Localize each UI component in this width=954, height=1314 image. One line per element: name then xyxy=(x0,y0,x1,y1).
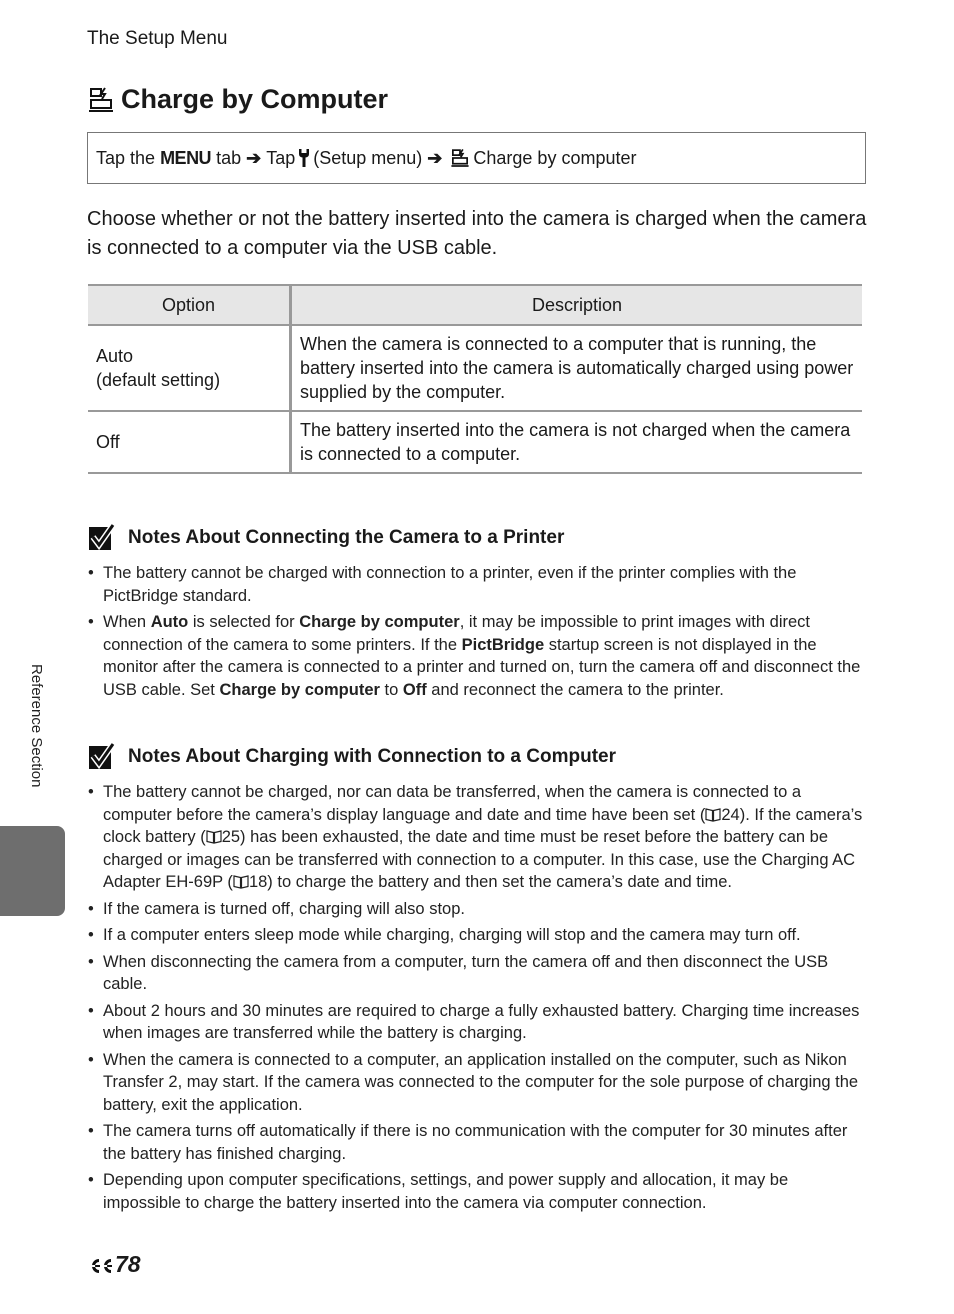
option-name: Auto xyxy=(96,346,134,366)
list-item: • When the camera is connected to a computer, an application installed on the computer, such as Nikon Transfer 2, may start. If the camera was connected to the computer for the sole purpose of charging the battery, exit the application. xyxy=(88,1049,864,1117)
charge-by-computer-term: Charge by computer xyxy=(299,613,460,631)
list-item: • About 2 hours and 30 minutes are required to charge a fully exhausted battery. Charging time increases when images are transferred while the battery is charging. xyxy=(88,1000,864,1045)
options-table xyxy=(88,284,862,474)
notes-computer-list xyxy=(88,781,864,1218)
caution-check-icon xyxy=(88,743,116,771)
menu-button-label: MENU xyxy=(160,147,212,168)
side-section-label: Reference Section xyxy=(28,664,45,788)
description-cell: The battery inserted into the camera is not charged when the camera is connected to a computer. xyxy=(291,411,863,473)
option-cell xyxy=(88,411,291,473)
intro-paragraph: Choose whether or not the battery inserted into the camera is charged when the camera is connected to a computer via the USB cable. xyxy=(87,208,867,259)
arrow-right-icon: ➔ xyxy=(246,147,262,168)
list-item: • If the camera is turned off, charging will also stop. xyxy=(88,898,864,921)
page-reference-icon xyxy=(705,807,721,822)
page-number-text: 78 xyxy=(115,1251,141,1277)
off-term: Off xyxy=(402,680,427,699)
wrench-icon xyxy=(298,148,310,168)
charge-by-computer-icon xyxy=(450,148,470,168)
table-header-row xyxy=(88,285,862,325)
auto-term: Auto xyxy=(150,613,189,631)
list-item: • Depending upon computer specifications, settings, and power supply and allocation, it may be impossible to charge the battery inserted into the camera via computer connection. xyxy=(88,1169,864,1214)
section-tab xyxy=(0,826,65,916)
description-cell: When the camera is connected to a computer that is running, the battery inserted into the camera is automatically charged using power supplied by the computer. xyxy=(291,325,863,411)
table-row xyxy=(88,325,862,411)
option-note: (default setting) xyxy=(96,370,221,390)
charge-by-computer-term: Charge by computer xyxy=(219,680,380,699)
notes-printer-heading xyxy=(88,524,564,552)
page-reference-icon xyxy=(233,874,249,889)
page-title xyxy=(87,84,388,115)
option-name: Off xyxy=(96,432,120,452)
nav-setup-menu: (Setup menu) xyxy=(313,147,423,168)
navigation-path xyxy=(87,132,866,184)
nav-tab: tab xyxy=(216,147,242,168)
table-row xyxy=(88,411,862,473)
nav-tap-the: Tap the xyxy=(96,147,156,168)
page-reference-icon xyxy=(206,829,222,844)
arrow-right-icon: ➔ xyxy=(427,147,443,168)
notes-printer-heading-text: Notes About Connecting the Camera to a Printer xyxy=(128,527,565,548)
list-item: • The battery cannot be charged, nor can data be transferred, when the camera is connected to a computer before the camera’s display language and date and time have been set ( 24). If the camera’s clock battery ( 25) has been exhausted, the date and time must be reset before the battery can be charged or images can be transferred with connection to a computer. In this case, use the Charging AC Adapter EH-69P ( 18) to charge the battery and then set the camera’s date and time. xyxy=(88,781,864,894)
header-option: Option xyxy=(88,285,291,325)
list-item: • If a computer enters sleep mode while charging, charging will stop and the camera may turn off. xyxy=(88,924,864,947)
option-cell xyxy=(88,325,291,411)
nav-tap: Tap xyxy=(266,147,296,168)
section-name: The Setup Menu xyxy=(87,28,228,49)
header-description: Description xyxy=(291,285,863,325)
list-item: • The battery cannot be charged with connection to a printer, even if the printer complies with the PictBridge standard. xyxy=(88,562,864,607)
page-number xyxy=(87,1251,141,1278)
nav-charge-item: Charge by computer xyxy=(473,147,637,168)
pictbridge-term: PictBridge xyxy=(461,635,545,654)
notes-computer-heading xyxy=(88,743,616,771)
charge-by-computer-icon xyxy=(87,86,115,114)
reference-section-e-icon xyxy=(87,1256,115,1276)
list-item: • When Auto is selected for Charge by computer, it may be impossible to print images with direct connection of the camera to some printers. If the PictBridge startup screen is not displayed in the monitor after the camera is connected to a printer and turned on, turn the camera off and disconnect the USB cable. Set Charge by computer to Off and reconnect the camera to the printer. xyxy=(88,611,864,701)
list-item: • When disconnecting the camera from a computer, turn the camera off and then disconnect the USB cable. xyxy=(88,951,864,996)
notes-printer-list xyxy=(88,562,864,705)
list-item: • The camera turns off automatically if there is no communication with the computer for 30 minutes after the battery has finished charging. xyxy=(88,1120,864,1165)
notes-computer-heading-text: Notes About Charging with Connection to a Computer xyxy=(128,746,616,767)
page-title-text: Charge by Computer xyxy=(121,84,389,114)
caution-check-icon xyxy=(88,524,116,552)
